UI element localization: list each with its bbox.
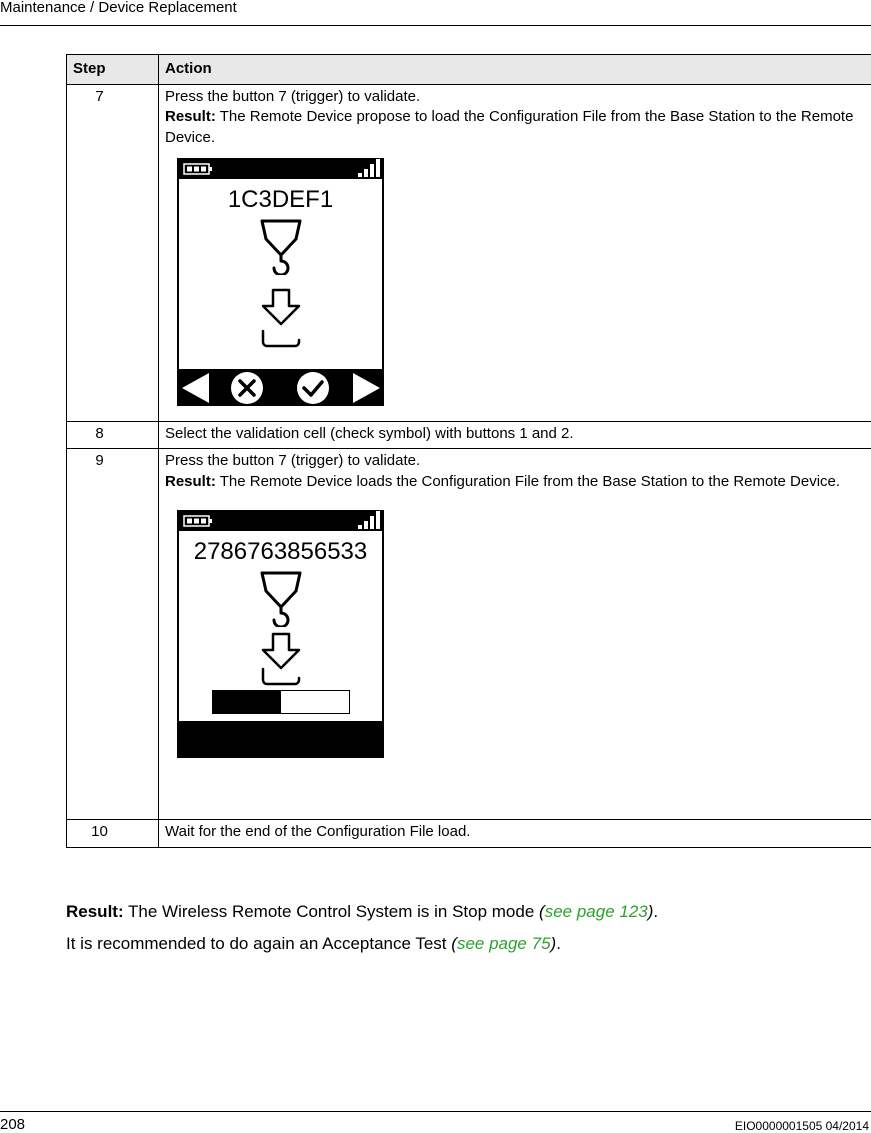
signal-icon [358,159,380,178]
result-text: The Remote Device propose to load the Configuration File from the Base Station to the Remote Device. [165,108,854,146]
table-header-row [67,55,871,85]
cancel-icon [230,371,264,405]
recommendation-text: It is recommended to do again an Acceptance Test [66,934,452,953]
action-line: Select the validation cell (check symbol) with buttons 1 and 2. [165,424,574,442]
step-number: 7 [67,84,159,421]
result-label: Result: [66,902,124,921]
period: . [653,902,659,921]
device-display [179,179,382,369]
step-action [159,84,871,421]
step-action [159,820,871,848]
device-display [179,531,382,721]
device-screen-confirm [177,158,384,406]
steps-table [66,54,871,848]
progress-bar [212,690,350,714]
result-paragraph [66,902,658,922]
step-action [159,421,871,449]
paren-open: ( [451,934,457,953]
progress-fill [213,691,281,713]
step-number: 10 [67,820,159,848]
table-row [67,84,871,421]
table-row [67,820,871,848]
result-label: Result: [165,472,216,490]
step-number: 9 [67,449,159,820]
action-result [165,107,866,148]
page-link-123[interactable]: see page 123 [544,902,648,921]
crane-hook-icon [251,567,311,627]
period: . [556,934,561,953]
battery-icon [183,514,213,528]
header-rule [0,25,871,26]
download-arrow-icon [259,632,303,672]
result-label: Result: [165,108,216,125]
check-icon [296,371,330,405]
page-number: 208 [0,1116,26,1133]
left-arrow-icon [179,371,213,405]
action-line: Press the button 7 (trigger) to validate. [165,87,421,105]
result-text: The Wireless Remote Control System is in Stop mode [123,902,540,921]
download-arrow-icon [259,288,303,328]
device-screen-loading [177,510,384,758]
device-id: 2786763856533 [193,538,368,565]
column-header-step: Step [67,55,159,85]
page-link-75[interactable]: see page 75 [456,934,551,953]
action-line: Press the button 7 (trigger) to validate. [165,452,421,469]
column-header-action: Action [159,55,871,85]
document-reference: EIO0000001505 04/2014 [734,1119,869,1133]
step-action [159,449,871,820]
device-id: 1C3DEF1 [227,186,334,213]
paren-open: ( [539,902,545,921]
tray-icon [258,329,304,349]
table-row [67,421,871,449]
paren-close: ) [647,902,654,921]
right-arrow-icon [349,371,383,405]
running-header: Maintenance / Device Replacement [0,0,237,16]
battery-icon [183,162,213,176]
footer-rule [0,1111,871,1112]
action-line: Wait for the end of the Configuration File load. [165,823,471,840]
recommendation-paragraph [66,934,561,954]
tray-icon [258,667,304,687]
result-text: The Remote Device loads the Configuration File from the Base Station to the Remote Device. [215,472,841,490]
crane-hook-icon [251,215,311,275]
signal-icon [358,511,380,530]
table-row [67,449,871,820]
paren-close: ) [550,934,557,953]
action-result [165,472,866,493]
step-number: 8 [67,421,159,449]
